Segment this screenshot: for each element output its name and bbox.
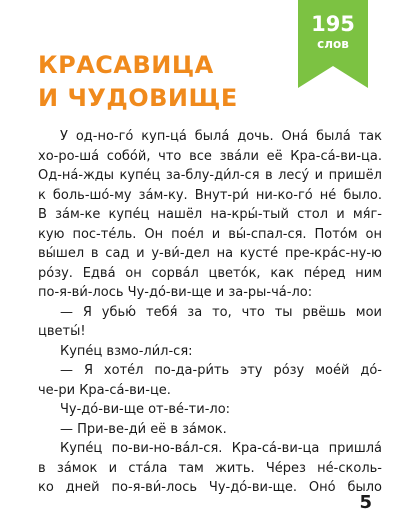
story-text-line: Од-на́-жды купе́ц за-блу-ди́л-ся в лесу́ и пришёл xyxy=(38,168,382,183)
story-text-line: че-ри Кра-са́-ви-це. xyxy=(38,382,171,398)
page-number: 5 xyxy=(359,492,372,513)
story-text-line: Чу-до́-ви-ще от-ве́-ти-ло: xyxy=(60,402,231,417)
story-title xyxy=(38,49,238,115)
story-text-line: вы́шел в сад и у-ви́-дел на кусте́ пре-кра́с-ну-ю xyxy=(38,246,382,261)
story-text-line: по-я-ви́-лось Чу-до́-ви-ще и за-ры-ча́-ло: xyxy=(38,285,313,300)
story-text-line: цветы́! xyxy=(38,324,86,339)
word-count-badge xyxy=(298,0,368,88)
story-title-line-2: И ЧУДОВИЩЕ xyxy=(38,84,238,112)
story-text-line: — При-ве-ди́ её в за́мок. xyxy=(60,421,227,437)
story-text-line: к боль-шо́-му за́м-ку. Внут-ри́ ни-ко-го́ не́ было. xyxy=(38,187,382,203)
story-text-line: — Я хоте́л по-да-ри́ть эту ро́зу мое́й до́- xyxy=(60,363,382,378)
story-text xyxy=(38,127,382,498)
word-count-unit: слов xyxy=(317,37,349,51)
story-text-line: В за́м-ке купе́ц нашёл на-кры́-тый стол и мя́г- xyxy=(38,207,382,222)
story-text-line: ро́зу. Едва́ он сорва́л цвето́к, как пе́ред ним xyxy=(38,265,382,281)
story-text-line: в за́мок и ста́ла там жить. Че́рез не́-сколь- xyxy=(38,460,382,476)
story-text-line: Купе́ц по-ви-но-ва́л-ся. Кра-са́-ви-ца пришла́ xyxy=(60,441,382,456)
story-text-line: У од-но-го́ куп-ца́ была́ дочь. Она́ была́ так xyxy=(60,129,382,144)
word-count-value: 195 xyxy=(311,12,355,36)
story-text-line: хо-ро-ша́ собо́й, что все зва́ли её Кра-са́-ви-ца. xyxy=(38,148,382,164)
story-text-line: ко дней по-я-ви́-лось Чу-до́-ви-ще. Оно́ было xyxy=(38,480,382,495)
story-title-line-1: КРАСАВИЦА xyxy=(38,51,214,79)
story-text-line: кую пос-те́ль. Он пое́л и вы́-спал-ся. Пото́м он xyxy=(38,226,382,242)
story-text-line: — Я убью́ тебя́ за то, что ты рвёшь мои xyxy=(60,304,382,320)
story-text-line: Купе́ц взмо-ли́л-ся: xyxy=(60,343,193,359)
